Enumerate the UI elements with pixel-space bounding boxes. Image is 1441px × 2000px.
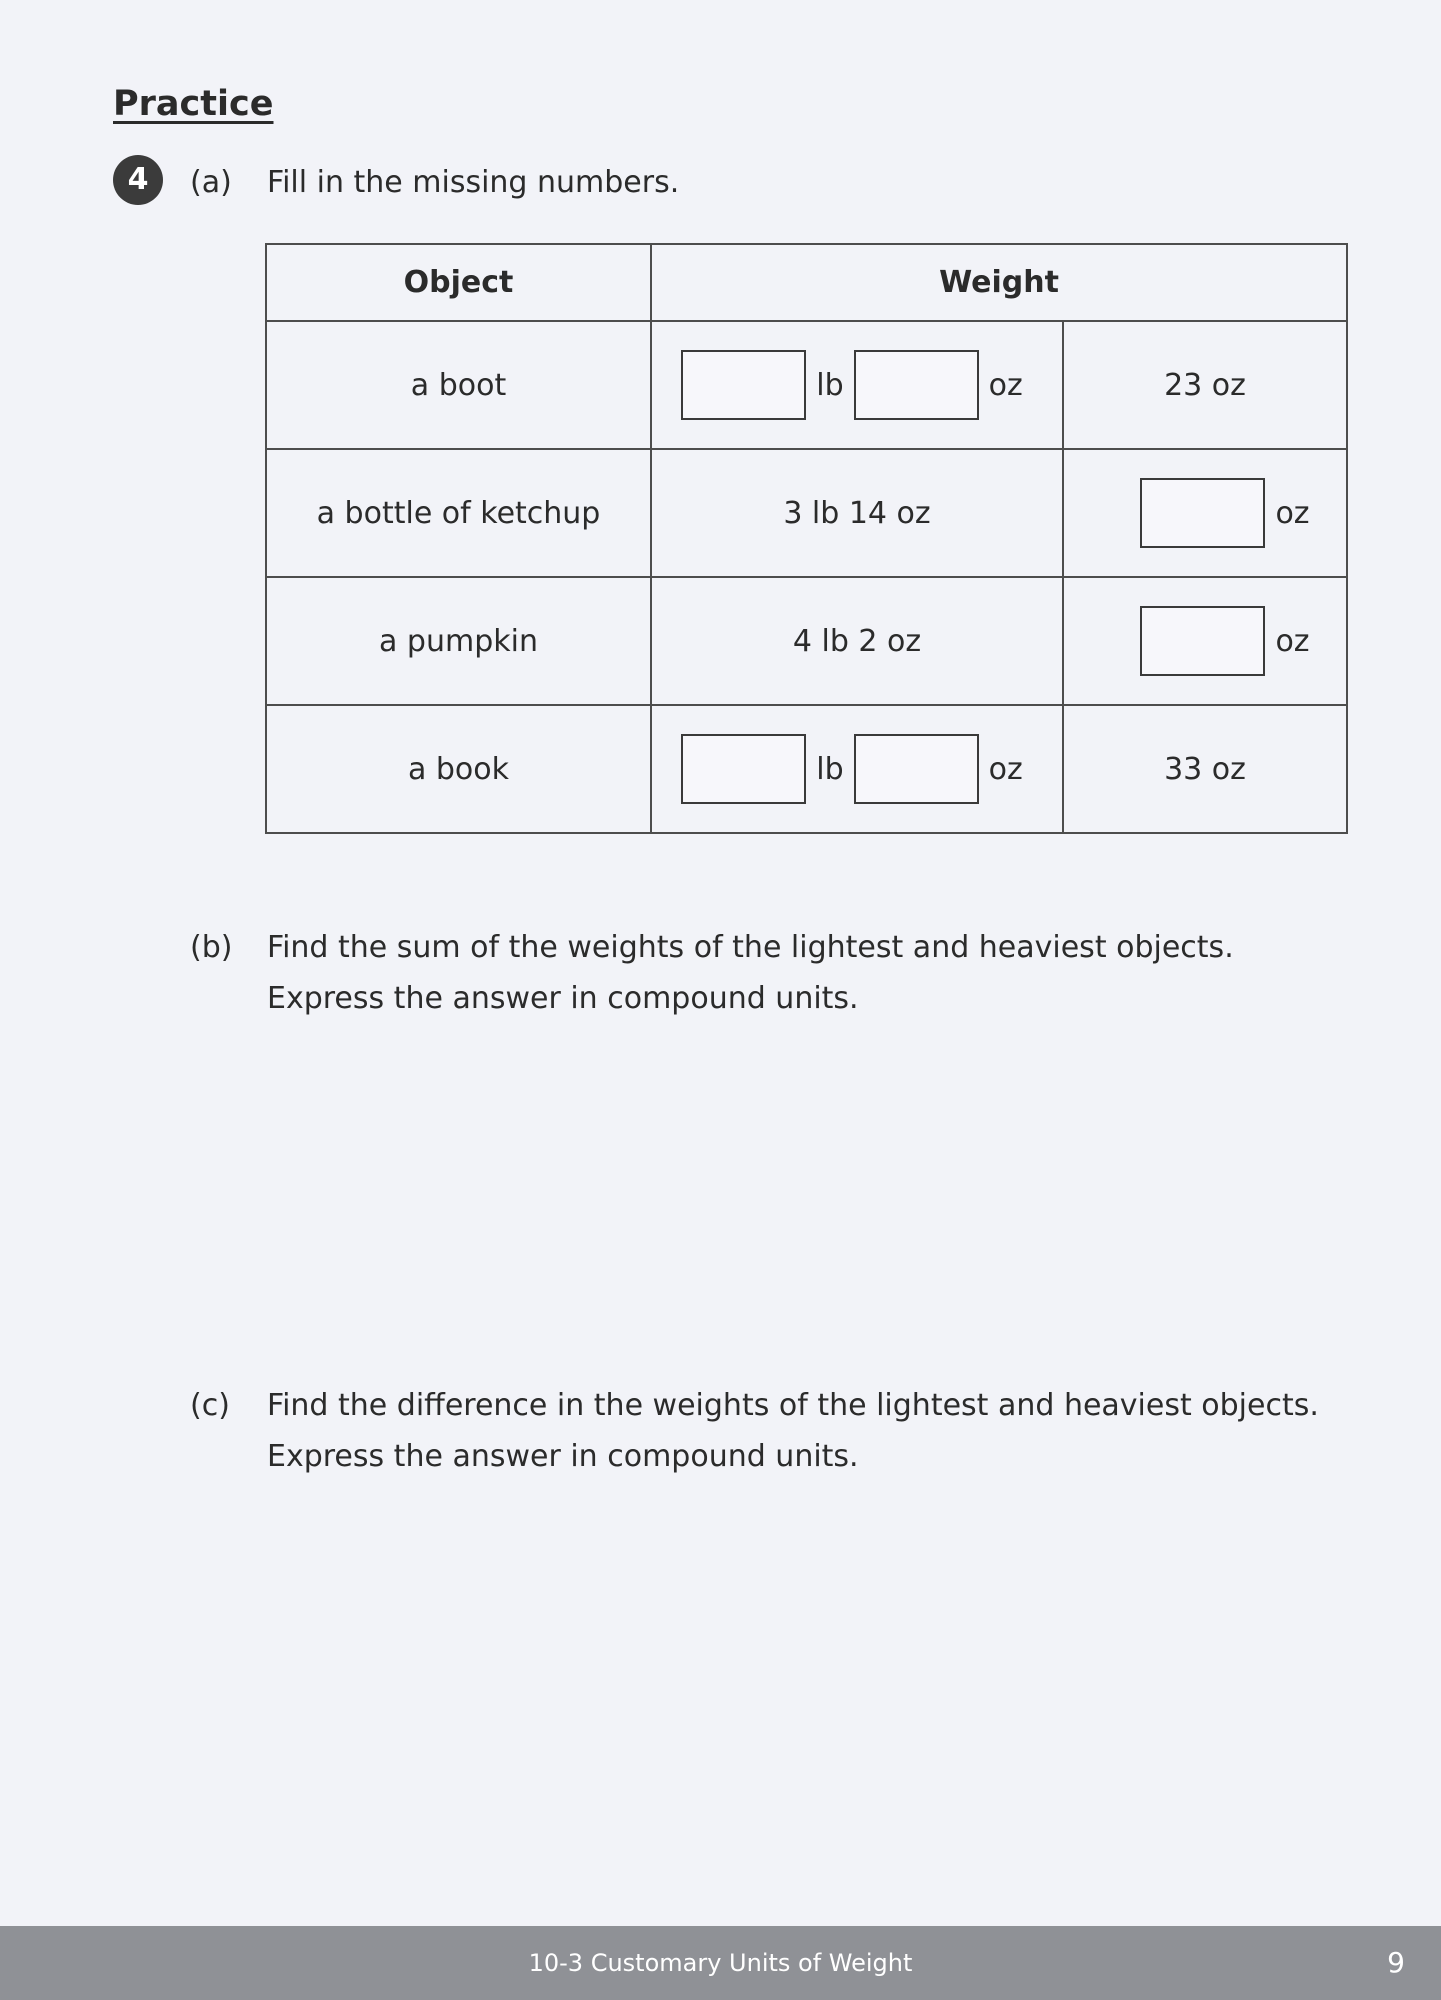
answer-box-ounces[interactable]: [854, 734, 979, 804]
row-object: a pumpkin: [266, 577, 651, 705]
unit-oz: oz: [988, 367, 1023, 403]
row-weight-ounces: [1063, 577, 1347, 705]
section-title: Practice: [113, 84, 274, 124]
table-row: [266, 577, 1347, 705]
unit-lb: lb: [816, 751, 844, 787]
table-row: [266, 449, 1347, 577]
part-c-label: (c): [190, 1388, 230, 1423]
answer-box-ounces[interactable]: [854, 350, 979, 420]
row-weight-compound: [651, 705, 1063, 833]
page-number: 9: [1387, 1946, 1405, 1979]
footer-lesson-title: 10-3 Customary Units of Weight: [528, 1949, 913, 1977]
table-row: [266, 321, 1347, 449]
answer-box-pounds[interactable]: [681, 350, 806, 420]
row-weight-ounces: 33 oz: [1063, 705, 1347, 833]
row-object: a bottle of ketchup: [266, 449, 651, 577]
part-a-label: (a): [190, 165, 232, 200]
row-object: a boot: [266, 321, 651, 449]
weight-table: [265, 243, 1348, 834]
answer-box-ounces[interactable]: [1140, 478, 1265, 548]
part-a-text: Fill in the missing numbers.: [267, 165, 680, 200]
question-number-badge: 4: [113, 155, 163, 205]
answer-box-pounds[interactable]: [681, 734, 806, 804]
table-row: [266, 705, 1347, 833]
row-weight-ounces: [1063, 449, 1347, 577]
row-object: a book: [266, 705, 651, 833]
part-b-text-line2: Express the answer in compound units.: [267, 981, 859, 1016]
row-weight-ounces: 23 oz: [1063, 321, 1347, 449]
header-object: Object: [266, 244, 651, 321]
unit-oz: oz: [1275, 623, 1310, 659]
part-b-label: (b): [190, 930, 233, 965]
table-header-row: [266, 244, 1347, 321]
part-c-text-line2: Express the answer in compound units.: [267, 1439, 859, 1474]
part-c-text-line1: Find the difference in the weights of the lightest and heaviest objects.: [267, 1388, 1319, 1423]
answer-box-ounces[interactable]: [1140, 606, 1265, 676]
row-weight-compound: [651, 321, 1063, 449]
row-weight-compound: 3 lb 14 oz: [651, 449, 1063, 577]
row-weight-compound: 4 lb 2 oz: [651, 577, 1063, 705]
unit-oz: oz: [1275, 495, 1310, 531]
unit-lb: lb: [816, 367, 844, 403]
header-weight: Weight: [651, 244, 1347, 321]
page-footer: [0, 1926, 1441, 2000]
unit-oz: oz: [988, 751, 1023, 787]
part-b-text-line1: Find the sum of the weights of the lightest and heaviest objects.: [267, 930, 1234, 965]
